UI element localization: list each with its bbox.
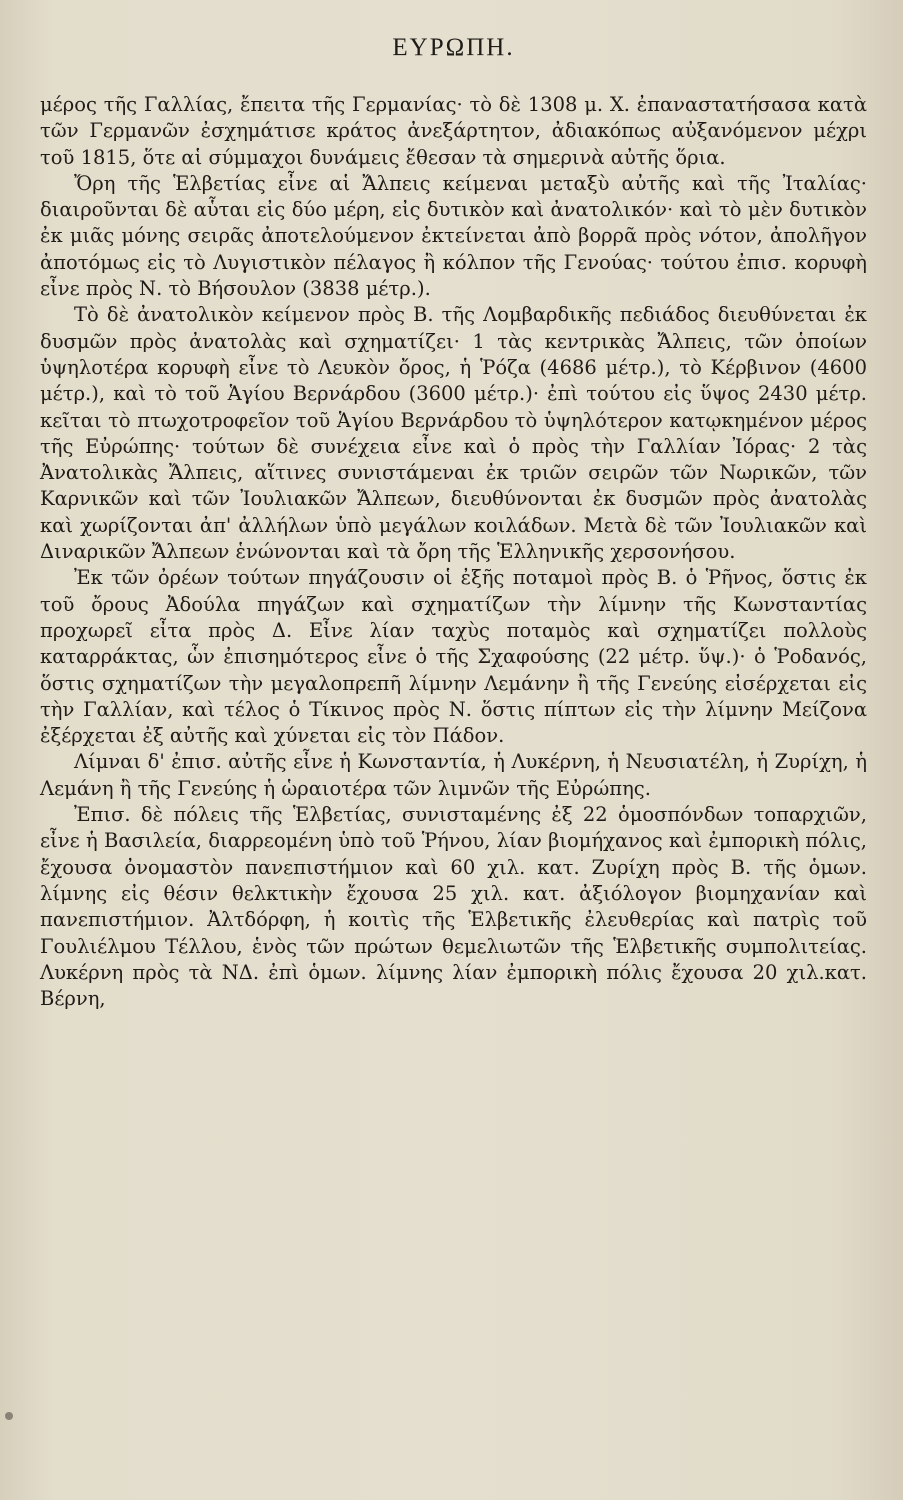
paragraph-2: Ὄρη τῆς Ἑλβετίας εἶνε αἱ Ἄλπεις κείμεναι μεταξὺ αὐτῆς καὶ τῆς Ἰταλίας· διαιροῦνται δὲ αὗται εἰς δύο μέρη, εἰς δυτικὸν καὶ ἀνατολικόν· καὶ τὸ μὲν δυτικὸν ἐκ μιᾶς μόνης σειρᾶς ἀποτελούμενον ἐκτείνεται ἀπὸ βορρᾶ πρὸς νότον, ἀπολῆγον ἀποτόμως εἰς τὸ Λυγιστικὸν πέλαγος ἢ κόλπον τῆς Γενούας· τούτου ἐπισ. κορυφὴ εἶνε πρὸς Ν. τὸ Βήσουλον (3838 μέτρ.). [40,171,867,301]
paragraph-4: Ἐκ τῶν ὀρέων τούτων πηγάζουσιν οἱ ἐξῆς ποταμοὶ πρὸς Β. ὁ Ῥῆνος, ὅστις ἐκ τοῦ ὄρους Ἀδούλα πηγάζων καὶ σχηματίζων τὴν λίμνην τῆς Κωνσταντίας προχωρεῖ εἶτα πρὸς Δ. Εἶνε λίαν ταχὺς ποταμὸς καὶ σχηματίζει πολλοὺς καταρράκτας, ὧν ἐπισημότερος εἶνε ὁ τῆς Σχαφούσης (22 μέτρ. ὕψ.)· ὁ Ῥοδανός, ὅστις σχηματίζων τὴν μεγαλοπρεπῆ λίμνην Λεμάνην ἢ τῆς Γενεύης εἰσέρχεται εἰς τὴν Γαλλίαν, καὶ τέλος ὁ Τίκινος πρὸς Ν. ὅστις πίπτων εἰς τὴν λίμνην Μείζονα ἐξέρχεται ἐξ αὐτῆς καὶ χύνεται εἰς τὸν Πάδον. [40,566,867,748]
paragraph-1: μέρος τῆς Γαλλίας, ἔπειτα τῆς Γερμανίας· τὸ δὲ 1308 μ. Χ. ἐπαναστατήσασα κατὰ τῶν Γερμανῶν ἐσχημάτισε κράτος ἀνεξάρτητον, ἀδιακόπως αὐξανόμενον μέχρι τοῦ 1815, ὅτε αἱ σύμμαχοι δυνάμεις ἔθεσαν τὰ σημερινὰ αὐτῆς ὅρια. [40,93,867,169]
paragraph-6: Ἐπισ. δὲ πόλεις τῆς Ἑλβετίας, συνισταμένης ἐξ 22 ὁμοσπόνδων τοπαρχιῶν, εἶνε ἡ Βασιλεία, διαρρεομένη ὑπὸ τοῦ Ῥήνου, λίαν βιομήχανος καὶ ἐμπορικὴ πόλις, ἔχουσα ὀνομαστὸν πανεπιστήμιον καὶ 60 χιλ. κατ. Ζυρίχη πρὸς Β. τῆς ὁμων. λίμνης εἰς θέσιν θελκτικὴν ἔχουσα 25 χιλ. κατ. ἀξιόλογον βιομηχανίαν καὶ πανεπιστήμιον. Ἀλτδόρφη, ἡ κοιτὶς τῆς Ἑλβετικῆς ἐλευθερίας καὶ πατρὶς τοῦ Γουλιέλμου Τέλλου, ἑνὸς τῶν πρώτων θεμελιωτῶν τῆς Ἑλβετικῆς συμπολιτείας. Λυκέρνη πρὸς τὰ ΝΔ. ἐπὶ ὁμων. λίμνης λίαν ἐμπορικὴ πόλις ἔχουσα 20 χιλ.κατ. Βέρνη, [40,803,867,1011]
paragraph-3: Τὸ δὲ ἀνατολικὸν κείμενον πρὸς Β. τῆς Λομβαρδικῆς πεδιάδος διευθύνεται ἐκ δυσμῶν πρὸς ἀνατολὰς καὶ σχηματίζει· 1 τὰς κεντρικὰς Ἄλπεις, τῶν ὁποίων ὑψηλοτέρα κορυφὴ εἶνε τὸ Λευκὸν ὄρος, ἡ Ῥόζα (4686 μέτρ.), τὸ Κέρβινον (4600 μέτρ.), καὶ τὸ τοῦ Ἁγίου Βερνάρδου (3600 μέτρ.)· ἐπὶ τούτου εἰς ὕψος 2430 μέτρ. κεῖται τὸ πτωχοτροφεῖον τοῦ Ἁγίου Βερνάρδου τὸ ὑψηλότερον κατῳκημένον μέρος τῆς Εὐρώπης· τούτων δὲ συνέχεια εἶνε καὶ ὁ πρὸς τὴν Γαλλίαν Ἰόρας· 2 τὰς Ἀνατολικὰς Ἄλπεις, αἵτινες συνιστάμεναι ἐκ τριῶν σειρῶν τῶν Νωρικῶν, τῶν Καρνικῶν καὶ τῶν Ἰουλιακῶν Ἄλπεων, διευθύνονται ἐκ δυσμῶν πρὸς ἀνατολὰς καὶ χωρίζονται ἀπ' ἀλλήλων ὑπὸ μεγάλων κοιλάδων. Μετὰ δὲ τῶν Ἰουλιακῶν καὶ Διναρικῶν Ἄλπεων ἑνώνονται καὶ τὰ ὄρη τῆς Ἑλληνικῆς χερσονήσου. [40,303,867,564]
paragraph-5: Λίμναι δ' ἐπισ. αὐτῆς εἶνε ἡ Κωνσταντία, ἡ Λυκέρνη, ἡ Νευσιατέλη, ἡ Ζυρίχη, ἡ Λεμάνη ἢ τῆς Γενεύης ἡ ὡραιοτέρα τῶν λιμνῶν τῆς Εὐρώπης. [40,750,867,800]
ink-speck [5,1412,13,1420]
page-body [40,92,867,1012]
running-header: ΕΥΡΩΠΗ. [392,34,515,61]
